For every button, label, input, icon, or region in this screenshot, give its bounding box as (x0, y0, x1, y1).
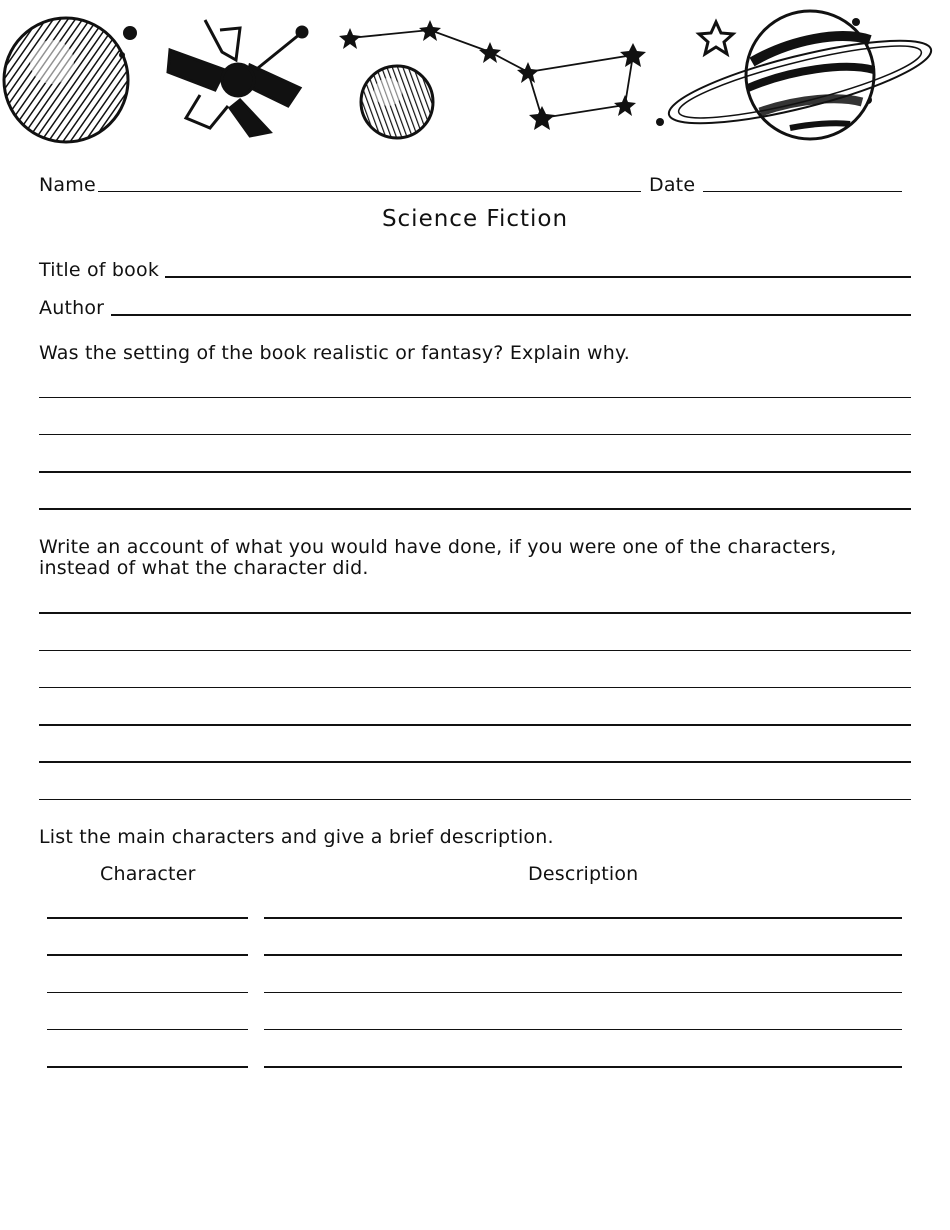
title-of-book-input-line[interactable] (165, 276, 911, 278)
planet-icon (4, 18, 137, 142)
character-column-header: Character (100, 863, 196, 885)
description-input-line[interactable] (264, 954, 902, 956)
description-input-line[interactable] (264, 1029, 902, 1030)
account-answer-line[interactable] (39, 687, 911, 688)
characters-question: List the main characters and give a brief description. (39, 826, 554, 848)
account-answer-line[interactable] (39, 612, 911, 614)
page-title: Science Fiction (381, 206, 569, 232)
account-question: Write an account of what you would have done, if you were one of the characters, instead of what the character did. (39, 536, 837, 579)
name-input-line[interactable] (98, 191, 641, 192)
satellite-icon (168, 20, 307, 136)
description-column-header: Description (528, 863, 639, 885)
setting-answer-line[interactable] (39, 397, 911, 398)
author-input-line[interactable] (111, 314, 911, 316)
moon-icon (361, 66, 433, 138)
description-input-line[interactable] (264, 1066, 902, 1068)
author-label: Author (39, 297, 105, 319)
account-answer-line[interactable] (39, 761, 911, 763)
character-input-line[interactable] (47, 1029, 248, 1030)
character-input-line[interactable] (47, 917, 248, 919)
space-clipart-banner (0, 0, 950, 160)
setting-answer-line[interactable] (39, 434, 911, 435)
date-input-line[interactable] (703, 191, 902, 192)
name-label: Name (39, 174, 96, 196)
account-answer-line[interactable] (39, 799, 911, 800)
account-answer-line[interactable] (39, 724, 911, 726)
character-input-line[interactable] (47, 992, 248, 993)
setting-answer-line[interactable] (39, 508, 911, 510)
character-input-line[interactable] (47, 954, 248, 956)
setting-question: Was the setting of the book realistic or fantasy? Explain why. (39, 342, 630, 364)
description-input-line[interactable] (264, 992, 902, 993)
date-label: Date (649, 174, 696, 196)
description-input-line[interactable] (264, 917, 902, 919)
title-of-book-label: Title of book (39, 259, 160, 281)
setting-answer-line[interactable] (39, 471, 911, 473)
ringed-planet-icon (663, 11, 938, 140)
account-answer-line[interactable] (39, 650, 911, 651)
character-input-line[interactable] (47, 1066, 248, 1068)
